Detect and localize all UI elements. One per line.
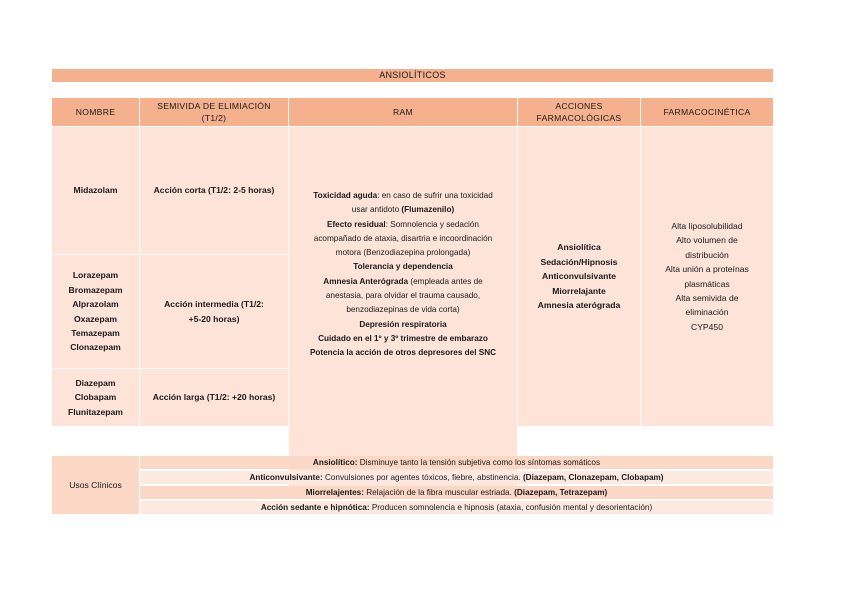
semivida-long	[140, 369, 288, 426]
farm-item: eliminación	[685, 307, 729, 318]
header-acciones	[518, 98, 640, 126]
ram-line: anestasia, para olvidar el trauma causado,	[325, 291, 481, 301]
header-ram-label: RAM	[393, 107, 413, 117]
ram-line: Depresión respiratoria	[359, 319, 447, 329]
farm-item: distribución	[685, 249, 729, 260]
drug-name: Lorazepam	[72, 270, 119, 281]
header-semivida-line1: SEMIVIDA DE ELIMIACIÓN	[157, 101, 271, 111]
accion-item: Sedación/Hipnosis	[540, 256, 618, 267]
usos-clinicos-label-text: Usos Clínicos	[69, 480, 122, 490]
semivida-short	[140, 127, 288, 254]
ram-line: usar antidoto (Flumazenilo)	[351, 205, 455, 215]
names-group-long	[52, 369, 139, 426]
farm-item: Alta semivida de	[675, 292, 739, 303]
ram-line: benzodiazepinas de vida corta)	[346, 305, 460, 315]
ram-line: acompañado de ataxia, disartria e incoordinación	[313, 233, 493, 243]
farm-item: Alto volumen de	[676, 235, 738, 246]
semivida-intermediate-line2: +5-20 horas)	[188, 313, 240, 324]
acciones-cell	[518, 127, 640, 426]
header-semivida-line2: (T1/2)	[201, 113, 227, 123]
uso-row: Acción sedante e hipnótica: Producen somnolencia e hipnosis (ataxia, confusión mental y desorientación)	[140, 501, 773, 514]
names-group-intermediate	[52, 255, 139, 368]
usos-clinicos-label	[52, 456, 139, 514]
ram-line: Potencia la acción de otros depresores del SNC	[309, 348, 497, 358]
drug-name: Midazolam	[73, 185, 118, 196]
ram-line: Cuidado en el 1º y 3º trimestre de embarazo	[318, 333, 488, 343]
header-nombre	[52, 98, 139, 126]
header-acciones-line2: FARMACOLÓGICAS	[536, 113, 622, 123]
uso-row: Miorrelajentes: Relajación de la fibra muscular estriada. (Diazepam, Tetrazepam)	[140, 486, 773, 499]
farm-item: Alta unión a proteínas	[665, 264, 749, 275]
table-title: ANSIOLÍTICOS	[52, 69, 773, 82]
header-semivida	[140, 98, 288, 126]
farmacocinetica-cell	[641, 127, 773, 426]
ram-line: motora (Benzodiazepina prolongada)	[335, 248, 471, 258]
drug-name: Bromazepam	[68, 284, 123, 295]
semivida-intermediate-line1: Acción intermedia (T1/2:	[164, 299, 264, 310]
ram-line: Efecto residual: Somnolencia y sedación	[326, 219, 479, 229]
ram-cell	[289, 127, 517, 488]
farm-item: Alta liposolubilidad	[671, 220, 743, 231]
accion-item: Amnesia aterógrada	[537, 300, 621, 311]
drug-name: Clonazepam	[70, 342, 121, 353]
drug-name: Diazepam	[75, 377, 116, 388]
accion-item: Ansiolítica	[557, 242, 601, 253]
header-farmacocinetica	[641, 98, 773, 126]
uso-row: Ansiolítico: Disminuye tanto la tensión subjetiva como los síntomas somáticos	[140, 456, 773, 469]
ram-line: Tolerancia y dependencia	[353, 262, 453, 272]
ram-line: Amnesia Anterógrada (empleada antes de	[323, 276, 483, 286]
drug-name: Temazepam	[71, 327, 120, 338]
drug-name: Flunitazepam	[68, 406, 123, 417]
semivida-intermediate	[140, 255, 288, 368]
farm-item: CYP450	[690, 321, 723, 332]
accion-item: Anticonvulsivante	[541, 271, 617, 282]
header-acciones-line1: ACCIONES	[555, 101, 603, 111]
accion-item: Miorrelajante	[552, 285, 606, 296]
farm-item: plasmáticas	[684, 278, 730, 289]
ram-line: Toxicidad aguda: en caso de sufrir una toxicidad	[313, 191, 493, 200]
drug-name: Oxazepam	[74, 313, 117, 324]
semivida-short-text: Acción corta (T1/2: 2-5 horas)	[153, 185, 275, 196]
semivida-long-text: Acción larga (T1/2: +20 horas)	[152, 392, 276, 403]
header-nombre-label: NOMBRE	[75, 107, 116, 117]
drug-name: Clobapam	[74, 392, 117, 403]
header-farmacocinetica-label: FARMACOCINÉTICA	[663, 107, 751, 117]
drug-name: Alprazolam	[72, 299, 119, 310]
header-ram	[289, 98, 517, 126]
names-group-short	[52, 127, 139, 254]
uso-row: Anticonvulsivante: Convulsiones por agentes tóxicos, fiebre, abstinencia. (Diazepam, Clonazepam, Clobapam)	[140, 471, 773, 484]
